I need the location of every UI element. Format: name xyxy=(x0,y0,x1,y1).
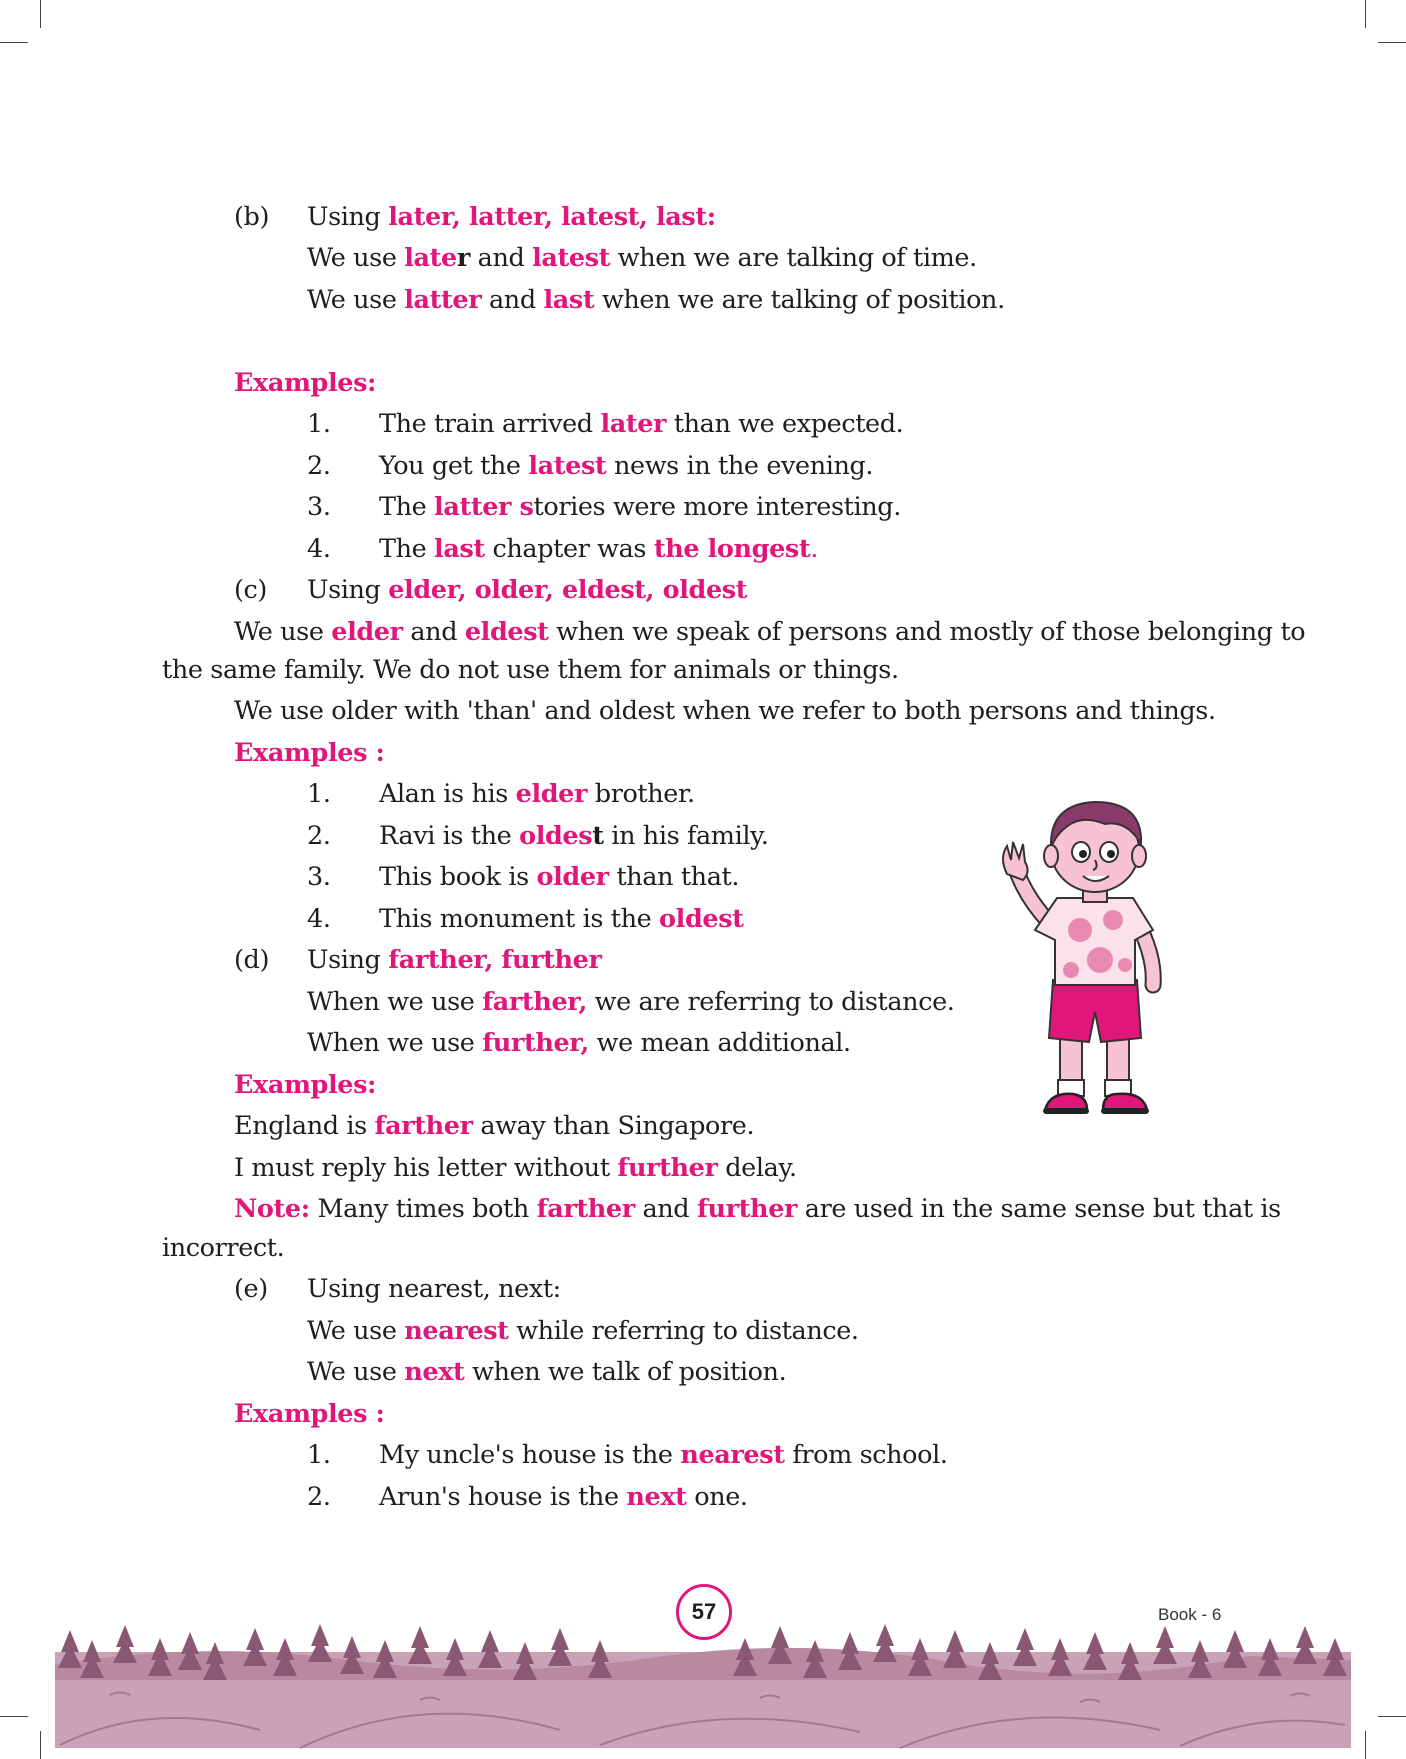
crop-mark xyxy=(0,42,28,43)
examples-label: Examples : xyxy=(234,738,385,768)
example-item: 1. Alan is his elder brother. xyxy=(307,779,695,809)
section-d-heading xyxy=(234,942,602,978)
section-e-rule-1: We use nearest while referring to distance. xyxy=(307,1316,859,1346)
example-item: 3. The latter stories were more interesting. xyxy=(307,492,901,522)
heading-text: Using nearest, next: xyxy=(307,1274,561,1304)
section-e-rule-2: We use next when we talk of position. xyxy=(307,1357,787,1387)
section-d-rule-1: When we use farther, we are referring to distance. xyxy=(307,987,955,1017)
section-c-paragraph-1-line-2: the same family. We do not use them for animals or things. xyxy=(162,655,899,685)
section-b-rule-2: We use latter and last when we are talking of position. xyxy=(307,285,1005,315)
example-item: 3. This book is older than that. xyxy=(307,862,740,892)
example-item: 2. You get the latest news in the evening. xyxy=(307,451,874,481)
section-d-rule-2: When we use further, we mean additional. xyxy=(307,1028,851,1058)
section-c-paragraph-2: We use older with 'than' and oldest when we refer to both persons and things. xyxy=(234,696,1216,726)
section-c-paragraph-1-line-1: We use elder and eldest when we speak of persons and mostly of those belonging to xyxy=(234,617,1306,647)
heading-text: Using later, latter, latest, last: xyxy=(307,202,716,232)
example-item: England is farther away than Singapore. xyxy=(234,1111,755,1141)
example-item: I must reply his letter without further delay. xyxy=(234,1153,797,1183)
example-item: 4. This monument is the oldest xyxy=(307,904,744,934)
example-item: 2. Arun's house is the next one. xyxy=(307,1482,748,1512)
section-marker: (c) xyxy=(234,575,267,605)
example-item: 1. The train arrived later than we expected. xyxy=(307,409,904,439)
page-number: 57 xyxy=(676,1584,732,1640)
example-item: 4. The last chapter was the longest. xyxy=(307,534,818,564)
boy-waving-illustration xyxy=(995,780,1195,1130)
note-paragraph-line-1: Note: Many times both farther and further are used in the same sense but that is xyxy=(234,1194,1281,1224)
section-b-rule-1: We use later and latest when we are talking of time. xyxy=(307,243,977,273)
crop-mark xyxy=(1365,0,1366,28)
book-label: Book - 6 xyxy=(1158,1605,1222,1624)
section-marker: (b) xyxy=(234,202,270,232)
example-item: 1. My uncle's house is the nearest from school. xyxy=(307,1440,948,1470)
crop-mark xyxy=(1378,42,1406,43)
section-marker: (e) xyxy=(234,1274,268,1304)
section-e-heading xyxy=(234,1271,561,1307)
examples-label: Examples: xyxy=(234,368,377,398)
examples-label: Examples: xyxy=(234,1070,377,1100)
section-marker: (d) xyxy=(234,945,270,975)
crop-mark xyxy=(40,0,41,28)
heading-text: Using elder, older, eldest, oldest xyxy=(307,575,748,605)
heading-text: Using farther, further xyxy=(307,945,602,975)
section-b-heading xyxy=(234,199,716,235)
note-paragraph-line-2: incorrect. xyxy=(162,1233,285,1263)
examples-label: Examples : xyxy=(234,1399,385,1429)
example-item: 2. Ravi is the oldest in his family. xyxy=(307,821,769,851)
section-c-heading xyxy=(234,572,748,608)
